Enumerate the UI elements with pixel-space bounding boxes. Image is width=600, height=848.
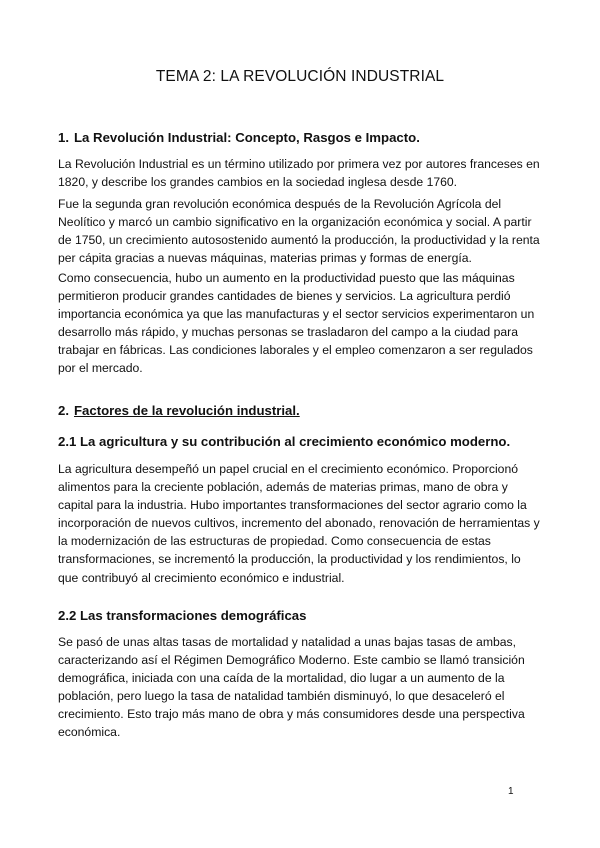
paragraph-3: Como consecuencia, hubo un aumento en la productividad puesto que las máquinas permitieron producir grandes cantidades de bienes y servicios. La agricultura perdió importancia económica ya que las manufacturas y el sector servicios experimentaron un desarrollo más rápido, y muchas personas se trasladaron del campo a la ciudad para trabajar en fábricas. Las condiciones laborales y el empleo comenzaron a ser regulados por el mercado. [58, 271, 535, 376]
section-1-heading [58, 130, 420, 145]
section-2-number: 2. [58, 403, 69, 418]
section-1-heading-text: La Revolución Industrial: Concepto, Rasgos e Impacto. [74, 130, 420, 145]
paragraph-2-1: La agricultura desempeñó un papel crucial en el crecimiento económico. Proporcionó alimentos para la creciente población, además de materias primas, mano de obra y capital para la industria. Hubo importantes transformaciones del sector agrario como la incorporación de nuevos cultivos, incremento del abonado, renovación de herramientas y la modernización de las estructuras de propiedad. Como consecuencia de estas transformaciones, se incrementó la producción, la productividad y los rendimientos, lo que contribuyó al crecimiento económico e industrial. [58, 462, 540, 585]
section-2-heading-text: Factores de la revolución industrial. [74, 403, 300, 418]
section-1-number: 1. [58, 130, 69, 145]
page-number: 1 [508, 786, 514, 797]
paragraph-2-2: Se pasó de unas altas tasas de mortalidad y natalidad a unas bajas tasas de ambas, caracterizando así el Régimen Demográfico Moderno. Este cambio se llamó transición demográfica, iniciada con una caída de la mortalidad, dio lugar a un aumento de la población, pero luego la tasa de natalidad también disminuyó, lo que desaceleró el crecimiento. Esto trajo más mano de obra y más consumidores desde una perspectiva económica. [58, 635, 525, 740]
subsection-2-1-heading: 2.1 La agricultura y su contribución al crecimiento económico moderno. [58, 434, 511, 449]
section-2-heading [58, 403, 300, 418]
page-title: TEMA 2: LA REVOLUCIÓN INDUSTRIAL [155, 68, 445, 85]
paragraph-1: La Revolución Industrial es un término utilizado por primera vez por autores franceses en 1820, y describe los grandes cambios en la sociedad inglesa desde 1760. [58, 157, 540, 190]
paragraph-2: Fue la segunda gran revolución económica después de la Revolución Agrícola del Neolítico y marcó un cambio significativo en la organización económica y social. A partir de 1750, un crecimiento autosostenido aumentó la producción, la productividad y la renta per cápita gracias a nuevas máquinas, materias primas y formas de energía. [58, 197, 540, 266]
subsection-2-2-heading: 2.2 Las transformaciones demográficas [58, 608, 307, 623]
